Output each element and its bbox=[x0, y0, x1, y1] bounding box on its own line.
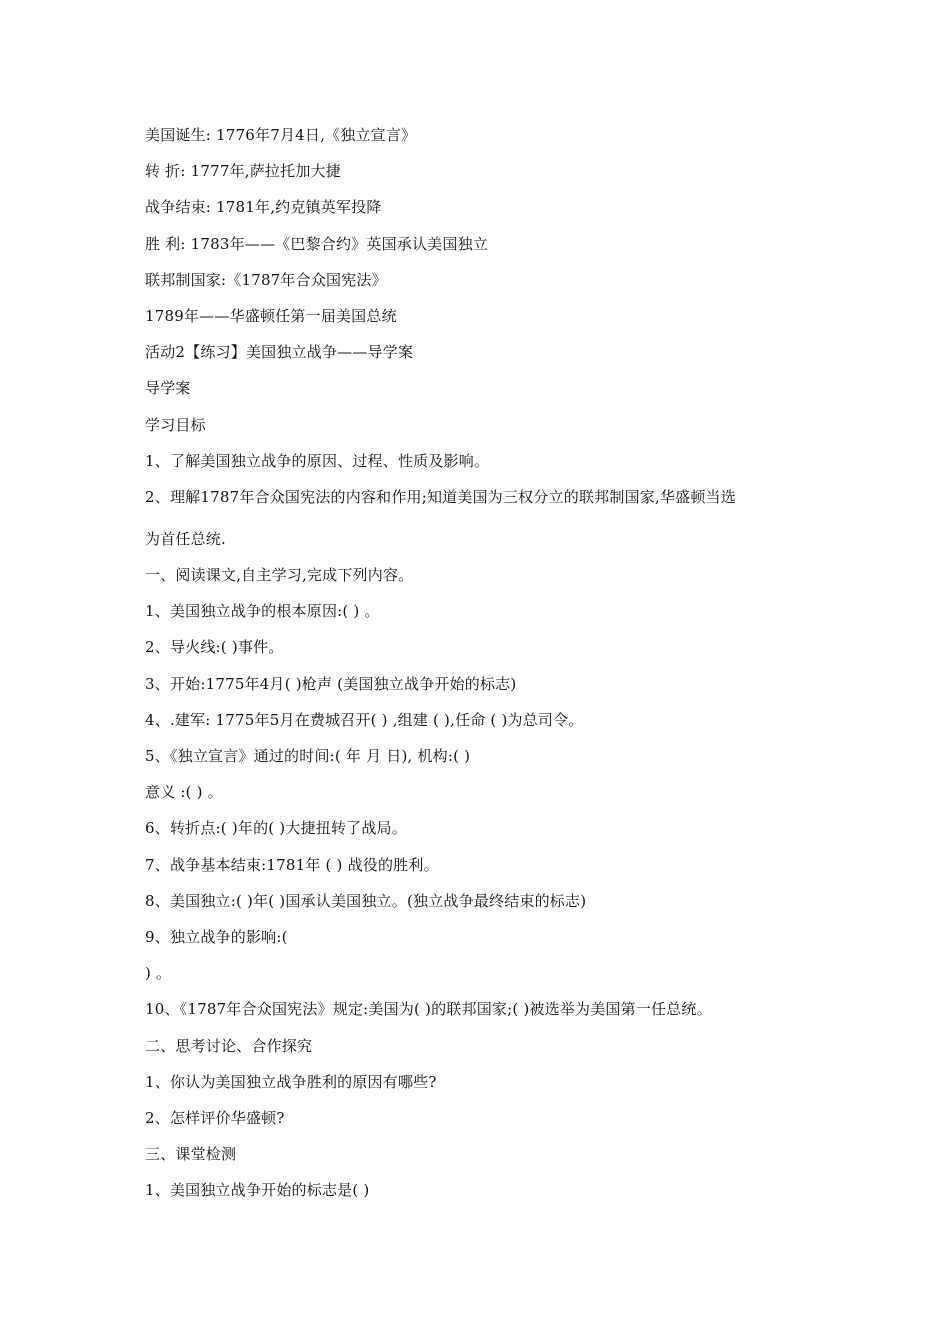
question-9-continued: ) 。 bbox=[145, 964, 172, 983]
question-8: 8、美国独立:( )年( )国承认美国独立。(独立战争最终结束的标志) bbox=[145, 891, 587, 910]
text-line-us-birth: 美国诞生: 1776年7月4日,《独立宣言》 bbox=[145, 126, 417, 144]
document-body bbox=[145, 125, 815, 1216]
text-line-victory: 胜 利: 1783年——《巴黎合约》英国承认美国独立 bbox=[145, 234, 488, 253]
test-question-1: 1、美国独立战争开始的标志是( ) bbox=[145, 1181, 370, 1200]
question-5-significance: 意义 :( ) 。 bbox=[145, 783, 223, 802]
text-line-turning-point: 转 折: 1777年,萨拉托加大捷 bbox=[145, 162, 341, 181]
goal-item-1: 1、了解美国独立战争的原因、过程、性质及影响。 bbox=[145, 451, 490, 470]
question-6: 6、转折点:( )年的( )大捷扭转了战局。 bbox=[145, 819, 407, 838]
goal-item-2-continued: 为首任总统. bbox=[145, 529, 226, 548]
discussion-question-2: 2、怎样评价华盛顿? bbox=[145, 1108, 285, 1127]
question-5: 5、《独立宣言》通过的时间:( 年 月 日), 机构:( ) bbox=[145, 747, 471, 765]
section-2-heading: 二、思考讨论、合作探究 bbox=[145, 1036, 313, 1055]
guide-heading: 导学案 bbox=[145, 379, 191, 398]
discussion-question-1: 1、你认为美国独立战争胜利的原因有哪些? bbox=[145, 1072, 437, 1091]
section-3-heading: 三、课堂检测 bbox=[145, 1145, 237, 1164]
question-7: 7、战争基本结束:1781年 ( ) 战役的胜利。 bbox=[145, 855, 439, 874]
question-1: 1、美国独立战争的根本原因:( ) 。 bbox=[145, 602, 380, 621]
text-line-washington-1789: 1789年——华盛顿任第一届美国总统 bbox=[145, 306, 397, 325]
activity-heading: 活动2【练习】美国独立战争——导学案 bbox=[145, 343, 414, 362]
question-10: 10、《1787年合众国宪法》规定:美国为( )的联邦国家;( )被选举为美国第一任总统。 bbox=[145, 1000, 712, 1019]
question-2: 2、导火线:( )事件。 bbox=[145, 638, 284, 657]
question-4: 4、.建军: 1775年5月在费城召开( ) ,组建 ( ),任命 ( )为总司令。 bbox=[145, 710, 584, 729]
learning-goals-heading: 学习目标 bbox=[145, 415, 206, 434]
goal-item-2: 2、理解1787年合众国宪法的内容和作用;知道美国为三权分立的联邦制国家,华盛顿当选 bbox=[145, 487, 736, 506]
text-line-federal-state: 联邦制国家:《1787年合众国宪法》 bbox=[145, 270, 387, 289]
section-1-heading: 一、阅读课文,自主学习,完成下列内容。 bbox=[145, 566, 414, 585]
text-line-war-end: 战争结束: 1781年,约克镇英军投降 bbox=[145, 198, 382, 217]
question-3: 3、开始:1775年4月( )枪声 (美国独立战争开始的标志) bbox=[145, 674, 517, 693]
question-9: 9、独立战争的影响:( bbox=[145, 927, 288, 946]
